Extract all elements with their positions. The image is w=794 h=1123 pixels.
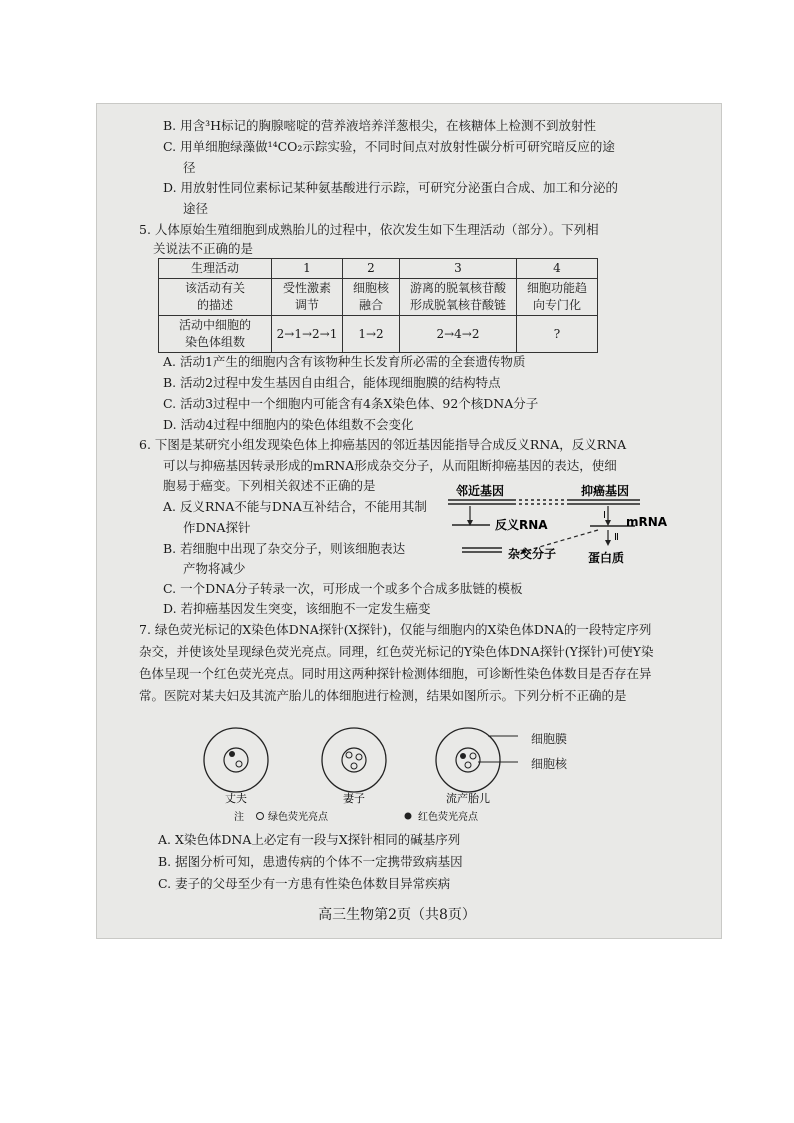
q6-option-d: D. 若抑癌基因发生突变，该细胞不一定发生癌变 (163, 601, 431, 616)
legend-green: 绿色荧光亮点 (268, 812, 328, 823)
table-row (159, 279, 598, 316)
table-cell: 1→2 (343, 316, 400, 353)
green-dot (346, 752, 352, 758)
green-dot (236, 761, 242, 767)
q6-stem-line1: 6. 下图是某研究小组发现染色体上抑癌基因的邻近基因能指导合成反义RNA，反义RNA (139, 437, 627, 452)
q4-option-d-line1: D. 用放射性同位素标记某种氨基酸进行示踪，可研究分泌蛋白合成、加工和分泌的 (163, 180, 619, 195)
q7-option-b: B. 据图分析可知，患遗传病的个体不一定携带致病基因 (158, 854, 463, 869)
q5-option-c: C. 活动3过程中一个细胞内可能含有4条X染色体、92个核DNA分子 (163, 396, 539, 411)
q5-option-d: D. 活动4过程中细胞内的染色体组数不会变化 (163, 417, 414, 432)
table-cell: 游离的脱氧核苷酸 形成脱氧核苷酸链 (400, 279, 517, 316)
protein-label: 蛋白质 (588, 551, 625, 565)
q5-option-a: A. 活动1产生的细胞内含有该物种生长发育所必需的全套遗传物质 (163, 354, 526, 369)
tumor-suppressor-gene-label: 抑癌基因 (580, 484, 630, 498)
red-dot-legend-icon (405, 813, 412, 820)
table-cell: 活动中细胞的 染色体组数 (159, 316, 272, 353)
cell-nucleus-label: 细胞核 (531, 757, 568, 771)
green-dot (465, 762, 471, 768)
step-two-label: Ⅱ (614, 532, 619, 543)
green-dot (356, 754, 362, 760)
q4-option-c-line1: C. 用单细胞绿藻做¹⁴CO₂示踪实验，不同时间点对放射性碳分析可研究暗反应的途 (163, 139, 615, 154)
table-cell: 4 (517, 259, 598, 279)
table-cell: 生理活动 (159, 259, 272, 279)
table-cell: 2→1→2→1 (272, 316, 343, 353)
q5-option-b: B. 活动2过程中发生基因自由组合，能体现细胞膜的结构特点 (163, 375, 501, 390)
table-cell: 受性激素 调节 (272, 279, 343, 316)
q7-stem: 7. 绿色荧光标记的X染色体DNA探针(X探针)，仅能与细胞内的X染色体DNA的一段特定序列杂交，并使该处呈现绿色荧光亮点。同理，红色荧光标记的Y染色体DNA探针(Y探针)可使Y染色体呈现一个红色荧光亮点。同时用这两种探针检测体细胞，可诊断性染色体数目是否存在异常。医院对某夫妇及其流产胎儿的体细胞进行检测，结果如图所示。下列分析不正确的是 (139, 622, 654, 703)
page-footer: 高三生物第2页（共8页） (318, 907, 476, 923)
antisense-rna-diagram (440, 482, 680, 568)
neighbor-gene-label: 邻近基因 (455, 484, 505, 498)
q6-stem-line2: 可以与抑癌基因转录形成的mRNA形成杂交分子，从而阻断抑癌基因的表达，使细 (163, 458, 617, 473)
q7-option-a: A. X染色体DNA上必定有一段与X探针相同的碱基序列 (158, 832, 461, 847)
q4-option-b: B. 用含³H标记的胸腺嘧啶的营养液培养洋葱根尖，在核糖体上检测不到放射性 (163, 118, 597, 133)
karyotype-probe-figure (196, 722, 546, 826)
husband-nucleus (224, 748, 248, 772)
q5-stem-line2: 关说法不正确的是 (153, 241, 254, 256)
cell-membrane-label: 细胞膜 (531, 732, 568, 746)
husband-label: 丈夫 (225, 792, 247, 805)
q5-stem-line1: 5. 人体原始生殖细胞到成熟胎儿的过程中，依次发生如下生理活动（部分）。下列相 (139, 222, 599, 237)
mrna-label: mRNA (626, 515, 668, 529)
arrow-head (605, 540, 611, 546)
q6-option-b-line2: 产物将减少 (183, 561, 246, 576)
legend-note: 注 (234, 812, 244, 823)
green-dot (470, 753, 476, 759)
q6-option-c: C. 一个DNA分子转录一次，可形成一个或多个合成多肽链的模板 (163, 581, 523, 596)
table-cell: 1 (272, 259, 343, 279)
q7-option-c: C. 妻子的父母至少有一方患有性染色体数目异常疾病 (158, 876, 451, 891)
red-dot (229, 751, 235, 757)
green-dot-legend-icon (257, 813, 264, 820)
hybrid-molecule-label: 杂交分子 (508, 547, 557, 561)
antisense-rna-label: 反义RNA (495, 518, 548, 532)
q5-activity-table (158, 258, 598, 353)
q4-option-c-line2: 径 (183, 160, 196, 175)
table-cell: 2 (343, 259, 400, 279)
q6-option-a-line1: A. 反义RNA不能与DNA互补结合，不能用其制 (163, 499, 427, 514)
table-cell: 细胞核 融合 (343, 279, 400, 316)
fetus-cell (436, 728, 500, 792)
q6-stem-line3: 胞易于癌变。下列相关叙述不正确的是 (163, 478, 376, 493)
q6-option-b-line1: B. 若细胞中出现了杂交分子，则该细胞表达 (163, 541, 406, 556)
wife-cell (322, 728, 386, 792)
fetus-label: 流产胎儿 (446, 792, 490, 805)
green-dot (351, 763, 357, 769)
wife-label: 妻子 (343, 792, 365, 805)
legend-red: 红色荧光亮点 (418, 812, 478, 823)
q4-option-d-line2: 途径 (183, 201, 209, 216)
table-cell: 细胞功能趋 向专门化 (517, 279, 598, 316)
q6-option-a-line2: 作DNA探针 (183, 520, 251, 535)
step-one-label: Ⅰ (603, 510, 606, 521)
table-row (159, 316, 598, 353)
table-cell: ? (517, 316, 598, 353)
table-cell: 3 (400, 259, 517, 279)
red-dot (460, 753, 466, 759)
table-cell: 2→4→2 (400, 316, 517, 353)
table-cell: 该活动有关 的描述 (159, 279, 272, 316)
wife-nucleus (342, 748, 366, 772)
table-header-row (159, 259, 598, 279)
husband-cell (204, 728, 268, 792)
